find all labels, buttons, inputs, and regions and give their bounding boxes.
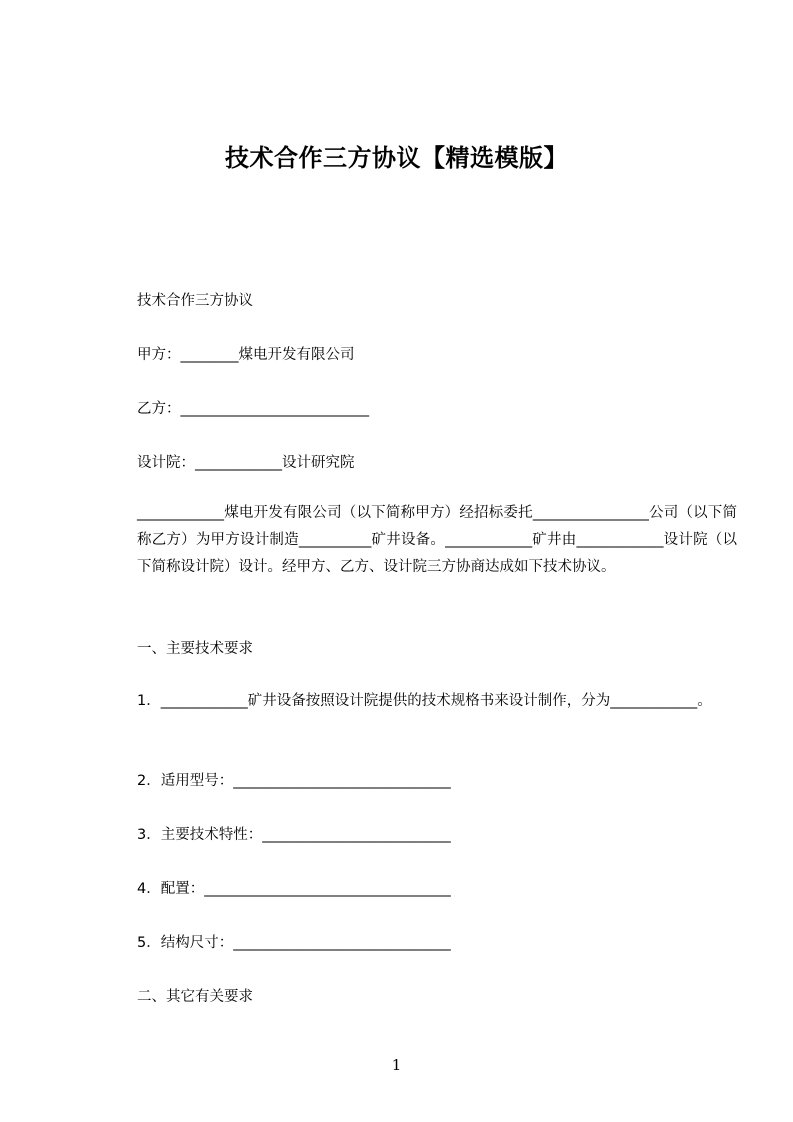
- requirement-item-5: 5．结构尺寸：______________________________: [137, 935, 451, 951]
- party-b-line: 乙方：__________________________: [137, 401, 369, 417]
- page-number: 1: [391, 1056, 402, 1074]
- party-a-line: 甲方：________煤电开发有限公司: [137, 347, 355, 363]
- requirement-item-4: 4．配置：__________________________________: [137, 881, 451, 897]
- section-2-heading: 二、其它有关要求: [137, 989, 253, 1005]
- section-1-heading: 一、主要技术要求: [137, 641, 253, 657]
- design-institute-line: 设计院：____________设计研究院: [137, 455, 355, 471]
- document-title: 技术合作三方协议【精选模版】: [225, 144, 568, 172]
- agreement-subtitle: 技术合作三方协议: [137, 293, 253, 309]
- requirement-item-1: 1．____________矿井设备按照设计院提供的技术规格书来设计制作，分为____________。: [137, 693, 712, 709]
- requirement-item-3: 3．主要技术特性：__________________________: [137, 827, 451, 843]
- intro-paragraph: ____________煤电开发有限公司（以下简称甲方）经招标委托________________公司（以下简称乙方）为甲方设计制造__________矿井设备。____________矿井由____________设计院（以下简称设计院）设计。经甲方、乙方、设计院三方协商达成如下技术协议。: [137, 505, 737, 575]
- requirement-item-2: 2．适用型号：______________________________: [137, 773, 451, 789]
